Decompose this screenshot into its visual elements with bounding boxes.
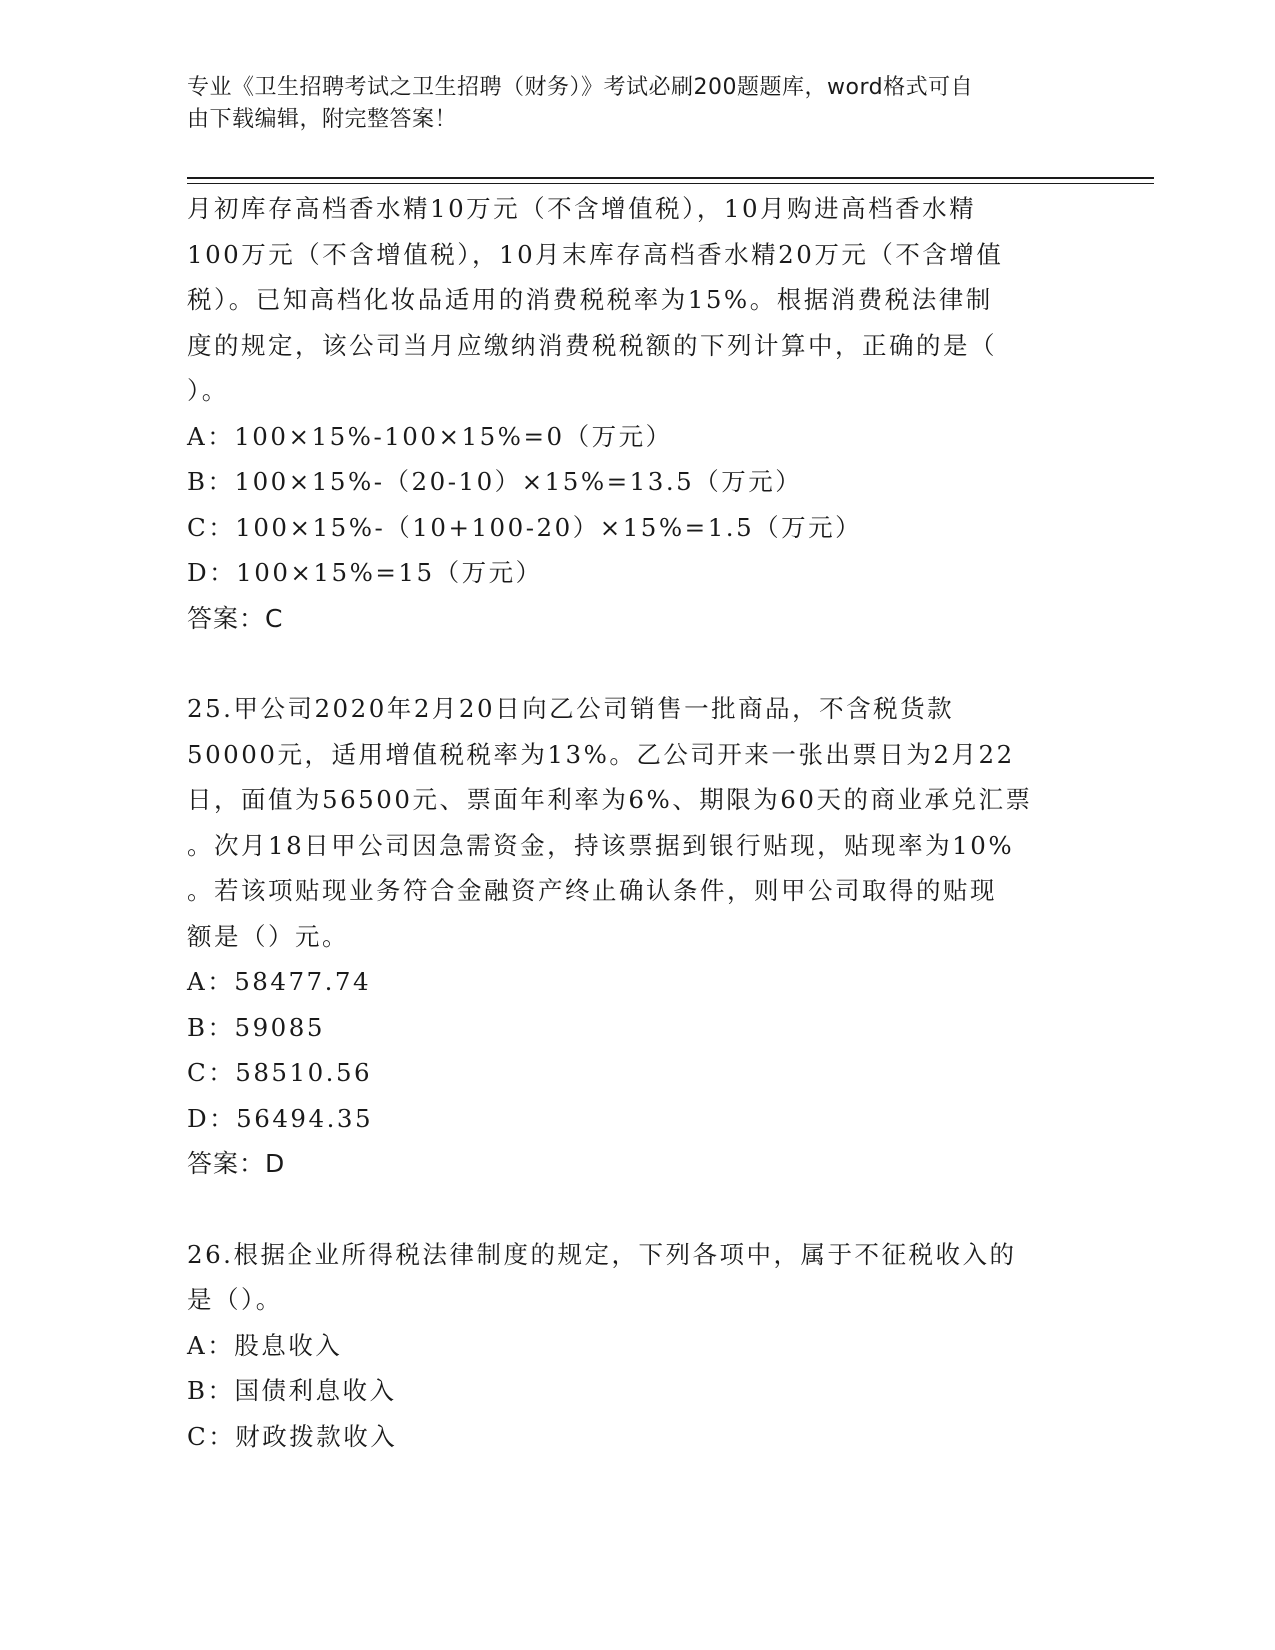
question-stem-line: 26.根据企业所得税法律制度的规定，下列各项中，属于不征税收入的 xyxy=(187,1239,1017,1269)
option-c: C：58510.56 xyxy=(187,1058,373,1087)
option-b: B：国债利息收入 xyxy=(187,1376,397,1405)
option-a: A：100×15%-100×15%=0（万元） xyxy=(187,421,673,451)
question-stem-line: 。若该项贴现业务符合金融资产终止确认条件，则甲公司取得的贴现 xyxy=(187,876,997,905)
header-divider xyxy=(187,177,1154,179)
option-a: A：58477.74 xyxy=(187,967,372,996)
document-header xyxy=(187,72,1067,136)
question-stem-line: 额是（）元。 xyxy=(187,921,349,951)
question-stem-line: ）。 xyxy=(187,376,229,405)
answer-line: 答案：C xyxy=(187,603,284,633)
question-stem-line: 日，面值为56500元、票面年利率为6%、期限为60天的商业承兑汇票 xyxy=(187,785,1033,814)
option-a: A：股息收入 xyxy=(187,1330,343,1360)
header-line: 专业《卫生招聘考试之卫生招聘（财务）》考试必刷200题题库，word格式可自 xyxy=(187,75,974,100)
question-stem-line: 是（）。 xyxy=(187,1285,283,1314)
question-25 xyxy=(187,686,1087,1187)
spacer xyxy=(187,641,1087,686)
option-c: C：100×15%-（10+100-20）×15%=1.5（万元） xyxy=(187,512,863,542)
question-stem-line: 。次月18日甲公司因急需资金，持该票据到银行贴现，贴现率为10% xyxy=(187,830,1015,860)
spacer xyxy=(187,1187,1087,1232)
option-d: D：100×15%=15（万元） xyxy=(187,558,543,587)
header-line: 由下载编辑，附完整答案！ xyxy=(187,107,458,132)
question-stem-line: 税）。已知高档化妆品适用的消费税税率为15%。根据消费税法律制 xyxy=(187,285,993,314)
question-stem-line: 50000元，适用增值税税率为13%。乙公司开来一张出票日为2月22 xyxy=(187,739,1015,769)
header-divider-thin xyxy=(187,183,1154,184)
answer-line: 答案：D xyxy=(187,1149,286,1178)
option-c: C：财政拨款收入 xyxy=(187,1421,398,1451)
option-b: B：100×15%-（20-10）×15%=13.5（万元） xyxy=(187,467,803,496)
question-stem-line: 度的规定，该公司当月应缴纳消费税税额的下列计算中，正确的是（ xyxy=(187,330,997,360)
option-b: B：59085 xyxy=(187,1012,325,1042)
question-stem-line: 25.甲公司2020年2月20日向乙公司销售一批商品，不含税货款 xyxy=(187,694,955,723)
option-d: D：56494.35 xyxy=(187,1103,374,1133)
question-stem-line: 月初库存高档香水精10万元（不含增值税），10月购进高档香水精 xyxy=(187,194,977,223)
question-list xyxy=(187,186,1087,1459)
question-24 xyxy=(187,186,1087,641)
question-26 xyxy=(187,1232,1087,1460)
question-stem-line: 100万元（不含增值税），10月末库存高档香水精20万元（不含增值 xyxy=(187,239,1004,269)
